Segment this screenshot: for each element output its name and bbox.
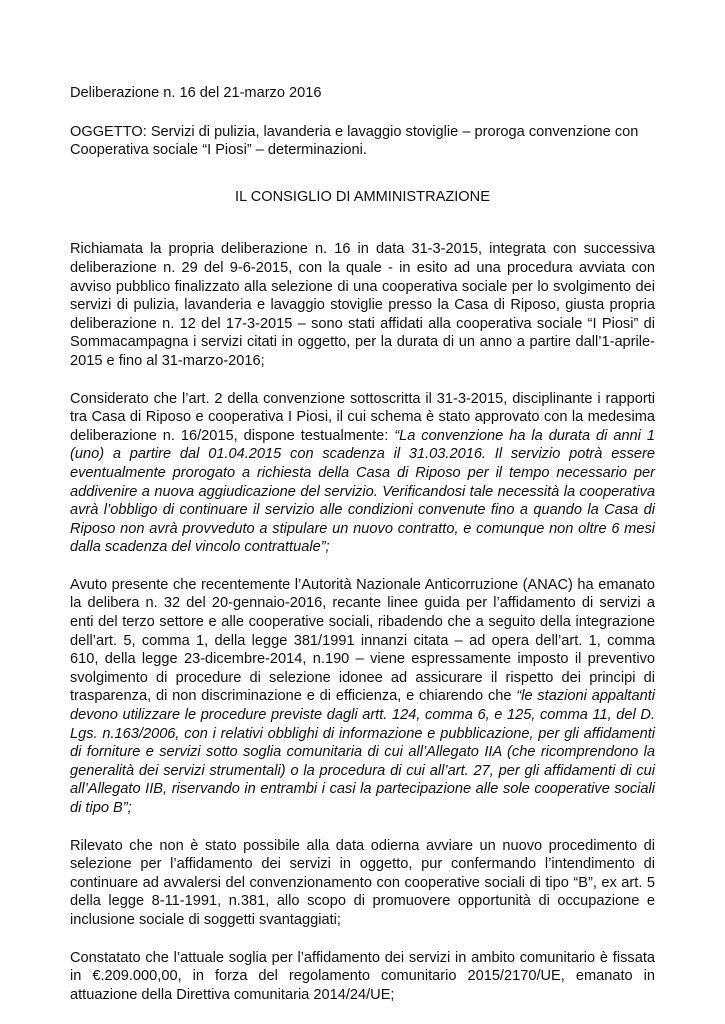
paragraph-quote: “le stazioni appaltanti devono utilizzare le procedure previste dagli artt. 124, comma 6, e 125, comma 11, del D. Lgs. n.163/2006, con i relativi obblighi di informazione e pubblicazione, per gli affidamenti di forniture e servizi sotto soglia comunitaria di cui all’Allegato IIA (che ricomprendono la generalità dei servizi strumentali) o la procedura di cui all’art. 27, per gli affidamenti di cui all’Allegato IIB, riservando in entrambi i casi la partecipazione alle sole cooperative sociali di tipo B”;: [70, 688, 655, 816]
council-heading: IL CONSIGLIO DI AMMINISTRAZIONE: [235, 188, 490, 205]
paragraph-avuto-presente: [70, 576, 655, 818]
paragraph-text: Rilevato che non è stato possibile alla data odierna avviare un nuovo procedimento di selezione per l’affidamento dei servizi in oggetto, pur confermando l’intendimento di continuare ad avvalersi del convenzionamento con cooperative sociali di tipo “B”, ex art. 5 della legge 8-11-1991, n.381, allo scopo di promuovere opportunità di occupazione e inclusione sociale di soggetti svantaggiati;: [70, 837, 655, 928]
paragraph-text: Constatato che l’attuale soglia per l’affidamento dei servizi in ambito comunitario è fissata in €.209.000,00, in forza del regolamento comunitario 2015/2170/UE, emanato in attuazione della Direttiva comunitaria 2014/24/UE;: [70, 949, 655, 1003]
paragraph-text: Richiamata la propria deliberazione n. 16 in data 31-3-2015, integrata con successiva deliberazione n. 29 del 9-6-2015, con la quale - in esito ad una procedura avviata con avviso pubblico finalizzato alla selezione di una cooperativa sociale per lo svolgimento dei servizi di pulizia, lavanderia e lavaggio stoviglie presso la Casa di Riposo, giusta propria deliberazione n. 12 del 17-3-2015 – sono stati affidati alla cooperativa sociale “I Piosi” di Sommacampagna i servizi citati in oggetto, per la durata di un anno a partire dall’1-aprile-2015 e fino al 31-marzo-2016;: [70, 241, 655, 369]
paragraph-text: Considerato che l’art. 2 della convenzione sottoscritta il 31-3-2015, disciplinante i rapporti tra Casa di Riposo e cooperativa I Piosi, il cui schema è stato approvato con la medesima deliberazione n. 16/2015, dispone testualmente:: [70, 390, 655, 444]
subject-line: OGGETTO: Servizi di pulizia, lavanderia e lavaggio stoviglie – proroga convenzione con Cooperativa sociale “I Piosi” – determinazioni.: [70, 123, 639, 159]
paragraph-quote: “La convenzione ha la durata di anni 1 (uno) a partire dal 01.04.2015 con scadenza il 31.03.2016. Il servizio potrà essere eventualmente prorogato a richiesta della Casa di Riposo per il tempo necessario per addivenire a nuova aggiudicazione del servizio. Verificandosi tale necessità la cooperativa avrà l’obbligo di continuare il servizio alle condizioni convenute fino a quando la Casa di Riposo non avrà provveduto a stipulare un nuovo contratto, e comunque non oltre 6 mesi dalla scadenza del vincolo contrattuale”;: [70, 427, 655, 556]
paragraph-text: Avuto presente che recentemente l’Autorità Nazionale Anticorruzione (ANAC) ha emanato la delibera n. 32 del 20-gennaio-2016, recante linee guida per l’affidamento di servizi a enti del terzo settore e alle cooperative sociali, ribadendo che a seguito della integrazione dell’art. 5, comma 1, della legge 381/1991 innanzi citata – ad opera dell’art. 1, comma 610, della legge 23-dicembre-2014, n.190 – viene espressamente imposto il preventivo svolgimento di procedure di selezione idonee ad assicurare il rispetto dei principi di trasparenza, di non discriminazione e di efficienza, e chiarendo che: [70, 576, 655, 705]
paragraph-constatato: [70, 949, 655, 1005]
paragraph-rilevato: [70, 837, 655, 930]
paragraph-richiamata: [70, 240, 655, 370]
document-page: [70, 84, 655, 1023]
deliberation-title: Deliberazione n. 16 del 21-marzo 2016: [70, 85, 322, 101]
paragraph-considerato: [70, 390, 655, 557]
